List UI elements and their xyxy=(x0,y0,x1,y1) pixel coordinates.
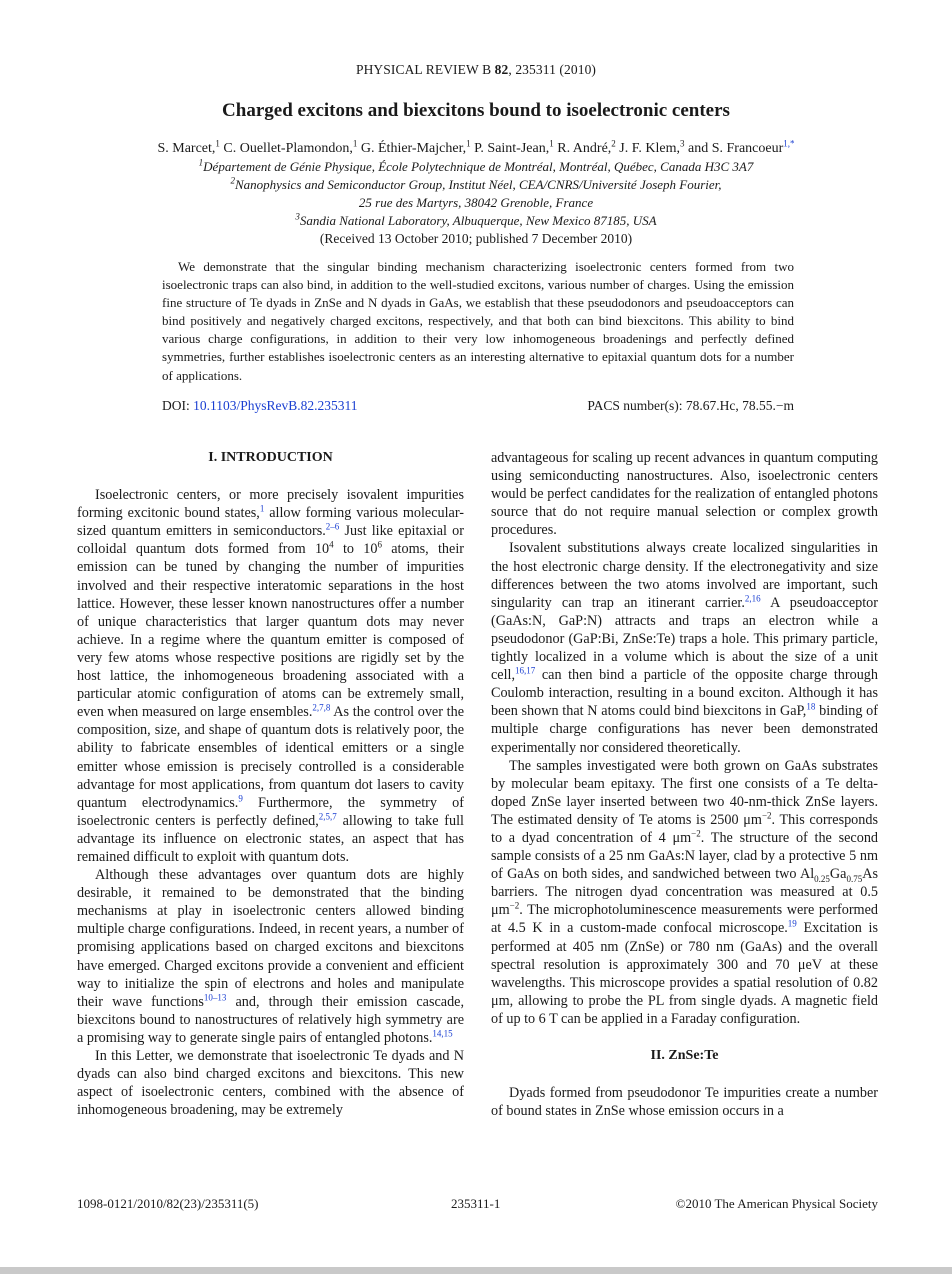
section-heading-introduction: I. INTRODUCTION xyxy=(208,450,333,465)
citation-link[interactable]: 1 xyxy=(259,503,265,514)
abstract xyxy=(162,258,794,385)
doi: DOI: 10.1103/PhysRevB.82.235311 xyxy=(162,398,358,413)
author: and S. Francoeur xyxy=(688,141,784,156)
paragraph: Although these advantages over quantum dots are highly desirable, it remained to be demonstrated that the binding mechanisms at play in isoelectronic centers allowed binding multiple charge configurations. Indeed, in recent years, a number of promising applications based on charged excitons and biexcitons have emerged. Charged excitons provide a convenient and efficient way to initialize the spin of electrons and holes and manipulate their wave functions$^{10-13}$ and, through their emission cascade, biexcitons bound to nanostructures of relatively high symmetry are a promising way to generate single pairs of entangled photons.$^{14,15}$ xyxy=(77,867,465,1046)
citation-link[interactable]: 19 xyxy=(787,918,797,929)
paragraph: Isoelectronic centers, or more precisely isovalent impurities forming excitonic bound states,$^1$ allow forming various molecular-sized quantum emitters in semiconductors.$^{2-6}$ Just like epitaxial or colloidal quantum dots formed from $10^4$ to $10^6$ atoms, their emission can be tuned by changing the number of impurities involved and their respective interatomic separations in the host lattice. However, these lesser known nanostructures offer a number of unique characteristics that larger quantum dots may never achieve. In a regime where the quantum emitter is composed of very few atoms whose respective positions are rigidly set by the host lattice, the inhomogeneous broadening associated with a particular atomic configuration of atoms can be extremely small, even when measured on large ensembles.$^{2,7,8}$ As the control over the composition, size, and shape of quantum dots is relatively poor, the ability to fabricate ensembles of identical emitters or a single emitter whose emission is precisely controlled is a considerable advantage for most applications, from quantum dot lasers to cavity quantum electrodynamics.$^9$ Furthermore, the symmetry of isoelectronic centers is perfectly defined,$^{2,5,7}$ allowing to take full advantage its influence on electronic states, an aspect that has remained difficult to exploit with quantum dots. xyxy=(77,487,464,865)
viewer-bottom-bar xyxy=(0,1267,952,1274)
author: P. Saint-Jean, xyxy=(474,141,550,156)
pacs-numbers: PACS number(s): 78.67.Hc, 78.55.−m xyxy=(587,398,794,413)
article-number: 235311 xyxy=(515,62,556,77)
paragraph: advantageous for scaling up recent advances in quantum computing using semiconducting nanostructures. Also, isoelectronic centers would be perfect candidates for the realization of entangled photons source that do not require manual selection or complex growth procedures. xyxy=(491,450,878,539)
abstract-text: We demonstrate that the singular binding mechanism characterizing isoelectronic centers formed from two isoelectronic traps can also bind, in addition to the well-studied excitons, various number of charges. Using the emission fine structure of Te dyads in ZnSe and N dyads in GaAs, we establish that these pseudodonors and pseudoacceptors can bind positively and negatively charged excitons, respectively, and that both can bind biexcitons. This ability to bind various charge configurations, in addition to their very low inhomogeneous broadenings and perfectly defined symmetries, further establishes isoelectronic centers as an interesting alternative to epitaxial quantum dots for a number of applications. xyxy=(162,259,794,383)
paragraph: The samples investigated were both grown on GaAs substrates by molecular beam epitaxy. The first one consists of a Te delta-doped ZnSe layer inserted between two 40-nm-thick ZnSe layers. The estimated density of Te atoms is 2500 $\mu m^{-2}$. This corresponds to a dyad concentration of 4 $\mu m^{-2}$. The structure of the second sample consists of a 25 nm GaAs:N layer, clad by a protective 5 nm of GaAs on both sides, and sandwiched between two $Al_{0.25}Ga_{0.75}As$ barriers. The nitrogen dyad concentration was measured at 0.5 $\mu m^{-2}$. The microphotoluminescence measurements were performed at 4.5 K in a custom-made confocal microscope.$^{19}$ Excitation is performed at 405 nm (ZnSe) or 780 nm (GaAs) and the overall spectral resolution is approximately 300 and 70 μeV at these wavelengths. This microscope provides a spatial resolution of 0.82 μm, allowing to probe the PL from single dyads. A magnetic field of up to 6 T can be applied in a Faraday configuration. xyxy=(491,757,879,1027)
footer-issn: 1098-0121/2010/82(23)/235311(5) xyxy=(77,1196,259,1211)
citation-link[interactable]: 14,15 xyxy=(432,1028,453,1039)
section-heading-znse: II. ZnSe:Te xyxy=(650,1048,719,1063)
left-column xyxy=(77,449,464,1119)
author: C. Ouellet-Plamondon, xyxy=(223,141,353,156)
author-list: S. Marcet,$^1$ C. Ouellet-Plamondon,$^1$ G. Éthier-Majcher,$^1$ P. Saint-Jean,$^1$ R. André,$^2$ J. F. Klem,$^3$ and S. Francoeur$^{1,*}$ xyxy=(157,138,795,156)
author: S. Marcet, xyxy=(157,141,216,156)
citation-link[interactable]: 2,16 xyxy=(744,593,761,604)
author: R. André, xyxy=(557,141,612,156)
paragraph: In this Letter, we demonstrate that isoelectronic Te dyads and N dyads can also bind charged excitons and biexcitons. This new aspect of isoelectronic centers, combined with the absence of inhomogeneous broadening, may be extremely xyxy=(77,1048,464,1119)
author: J. F. Klem, xyxy=(619,141,681,156)
citation-link[interactable]: 2,7,8 xyxy=(312,702,331,713)
author: G. Éthier-Majcher, xyxy=(360,141,467,156)
affiliation-2-address: 25 rue des Martyrs, 38042 Grenoble, France xyxy=(358,195,594,210)
right-column xyxy=(491,449,878,1120)
affiliation-1: $^1$Département de Génie Physique, École Polytechnique de Montréal, Montréal, Québec, Canada H3C 3A7 xyxy=(198,157,754,174)
footer-copyright: ©2010 The American Physical Society xyxy=(675,1196,878,1211)
citation-link[interactable]: 18 xyxy=(806,701,816,712)
paper-title: Charged excitons and biexcitons bound to isoelectronic centers xyxy=(222,100,730,121)
doi-link[interactable]: 10.1103/PhysRevB.82.235311 xyxy=(193,398,358,413)
affiliation-3: $^3$Sandia National Laboratory, Albuquerque, New Mexico 87185, USA xyxy=(295,211,657,228)
citation-link[interactable]: 16,17 xyxy=(515,665,536,676)
citation-link[interactable]: 2,5,7 xyxy=(318,811,337,822)
paragraph: Isovalent substitutions always create localized singularities in the host electronic charge density. If the electronegativity and size differences between the two atoms involved are important, such singularity can trap an itinerant carrier.$^{2,16}$ A pseudoacceptor (GaAs:N, GaP:N) attracts and traps an electron while a pseudodonor (GaP:Bi, ZnSe:Te) traps a hole. This primary particle, tightly localized in a volume which is about the size of a unit cell,$^{16,17}$ can then bind a particle of the opposite charge through Coulomb interaction, resulting in a bound exciton. Although it has been shown that N atoms could bind biexcitons in GaP,$^{18}$ binding of multiple charge configurations has never been demonstrated experimentally nor considered theoretically. xyxy=(491,540,878,756)
journal-volume: 82 xyxy=(494,62,509,77)
citation-link[interactable]: 2–6 xyxy=(325,521,340,532)
paragraph: Dyads formed from pseudodonor Te impurities create a number of bound states in ZnSe whose emission occurs in a xyxy=(491,1085,878,1120)
citation-link[interactable]: 9 xyxy=(238,792,243,803)
corresponding-author-link[interactable]: 1,* xyxy=(783,138,795,149)
affiliation-2: $^2$Nanophysics and Semiconductor Group, Institut Néel, CEA/CNRS/Université Joseph Fourier, xyxy=(230,175,722,192)
journal-header: PHYSICAL REVIEW B 82, 235311 (2010) xyxy=(355,62,597,77)
received-date: (Received 13 October 2010; published 7 December 2010) xyxy=(319,231,633,246)
journal-year: (2010) xyxy=(559,62,597,77)
footer-page-number: 235311-1 xyxy=(451,1196,501,1211)
citation-link[interactable]: 10–13 xyxy=(203,991,227,1002)
